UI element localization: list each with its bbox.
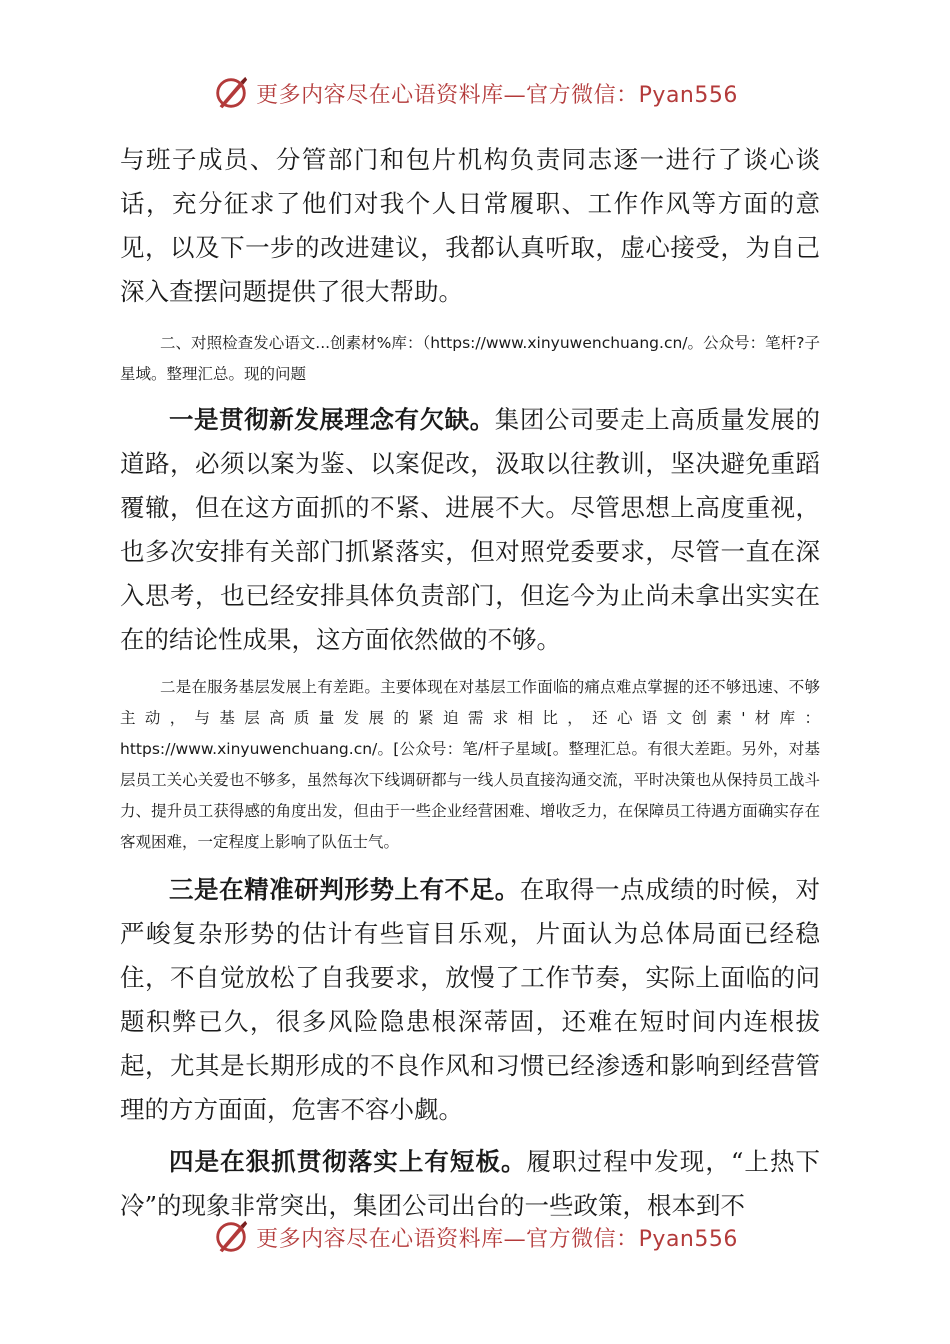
paragraph-point-one [120,398,820,662]
paragraph-point-two: 二是在服务基层发展上有差距。主要体现在对基层工作面临的痛点难点掌握的还不够迅速、不够主动，与基层高质量发展的紧迫需求相比，还心语文创素'材库：https://www.xinyuwenchuang.cn/。[公众号：笔/杆子星域[。整理汇总。有很大差距。另外，对基层员工关心关爱也不够多，虽然每次下线调研都与一线人员直接沟通交流，平时决策也从保持员工战斗力、提升员工获得感的角度出发，但由于一些企业经营困难、增收乏力，在保障员工待遇方面确实存在客观困难，一定程度上影响了队伍士气。 [120,678,820,851]
document-body [120,138,820,1228]
footer-banner-cn: 更多内容尽在心语资料库—官方微信： [256,1226,639,1252]
header-banner-text [256,78,738,109]
point-one-lead: 一是贯彻新发展理念有欠缺。 [169,405,495,434]
point-three-text: 在取得一点成绩的时候，对严峻复杂形势的估计有些盲目乐观，片面认为总体局面已经稳住，不自觉放松了自我要求，放慢了工作节奏，实际上面临的问题积弊已久，很多风险隐患根深蒂固，还难在短时间内连根拔起，尤其是长期形成的不良作风和习惯已经渗透和影响到经营管理的方方面面，危害不容小觑。 [120,875,821,1124]
footer-banner-text [256,1222,738,1253]
header-banner-en: Pyan556 [638,82,738,108]
point-four-text: 履职过程中发现，“上热下冷”的现象非常突出，集团公司出台的一些政策，根本到不 [120,1147,820,1220]
pen-logo-icon [212,74,250,112]
point-four-lead: 四是在狠抓贯彻落实上有短板。 [169,1147,527,1176]
paragraph-continued: 与班子成员、分管部门和包片机构负责同志逐一进行了谈心谈话，充分征求了他们对我个人日常履职、工作作风等方面的意见，以及下一步的改进建议，我都认真听取，虚心接受，为自己深入查摆问题提供了很大帮助。 [120,145,820,306]
footer-banner [0,1212,950,1262]
point-three-lead: 三是在精准研判形势上有不足。 [169,875,520,904]
pen-logo-icon [212,1218,250,1256]
header-banner-cn: 更多内容尽在心语资料库—官方微信： [256,82,639,108]
point-one-text: 集团公司要走上高质量发展的道路，必须以案为鉴、以案促改，汲取以往教训，坚决避免重蹈覆辙，但在这方面抓的不紧、进展不大。尽管思想上高度重视，也多次安排有关部门抓紧落实，但对照党委要求，尽管一直在深入思考，也已经安排具体负责部门，但迄今为止尚未拿出实实在在的结论性成果，这方面依然做的不够。 [120,405,820,654]
section-heading: 二、对照检查发心语文...创素材%库：（https://www.xinyuwenchuang.cn/。公众号：笔杆?子星域。整理汇总。现的问题 [120,334,820,383]
footer-banner-en: Pyan556 [638,1226,738,1252]
header-banner [0,68,950,118]
paragraph-point-three [120,868,820,1132]
